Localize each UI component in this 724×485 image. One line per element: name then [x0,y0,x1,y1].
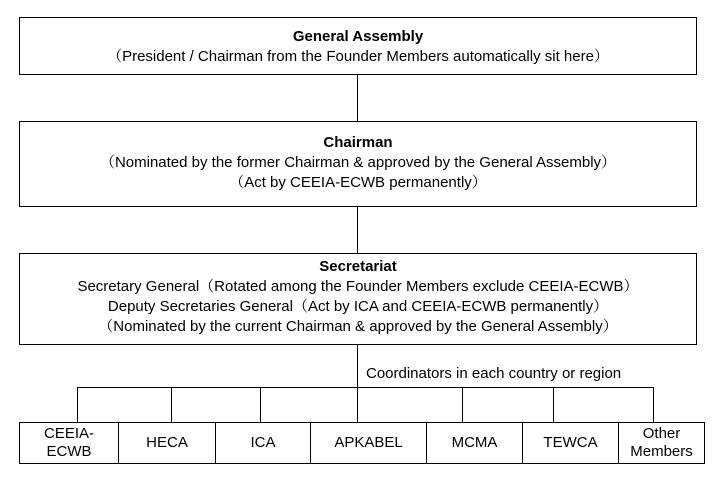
member-label: CEEIA- [43,425,94,442]
secretariat-box [19,253,697,345]
member-label: APKABEL [334,434,403,451]
member-ica [215,423,310,463]
member-drop [653,387,654,422]
general-assembly-note: （President / Chairman from the Founder Members automatically sit here） [107,48,609,65]
secretariat-line-1: Secretary General（Rotated among the Founder Members exclude CEEIA-ECWB） [77,278,639,295]
member-label: Members [630,443,693,460]
member-drop [171,387,172,422]
coordinator-bus [77,387,653,388]
member-label: ICA [250,434,276,451]
connector-secretariat-bus [357,345,358,388]
members-row [19,422,705,464]
member-drop [77,387,78,422]
member-drop [462,387,463,422]
chairman-note-2: （Act by CEEIA-ECWB permanently） [229,174,487,191]
member-ceeia-ecwb [20,423,118,463]
chairman-title: Chairman [323,134,393,151]
chairman-note-1: （Nominated by the former Chairman & approved by the General Assembly） [99,154,617,171]
connector-ga-chairman [357,75,358,121]
member-heca [118,423,215,463]
coordinators-label: Coordinators in each country or region [366,365,622,382]
member-label: HECA [146,434,188,451]
member-label: ECWB [46,443,92,460]
member-label: TEWCA [543,434,598,451]
member-mcma [426,423,522,463]
member-tewca [522,423,618,463]
general-assembly-title: General Assembly [292,28,424,45]
member-apkabel [310,423,426,463]
secretariat-line-3: （Nominated by the current Chairman & approved by the General Assembly） [98,318,618,335]
secretariat-line-2: Deputy Secretaries General（Act by ICA and CEEIA-ECWB permanently） [107,298,609,315]
connector-chairman-secretariat [357,207,358,253]
chairman-box [19,121,697,207]
member-drop [553,387,554,422]
member-drop [260,387,261,422]
member-label: MCMA [451,434,498,451]
member-label: Other [642,425,681,442]
secretariat-title: Secretariat [319,258,397,275]
member-other-members [618,423,704,463]
general-assembly-box [19,17,697,75]
member-drop [357,387,358,422]
